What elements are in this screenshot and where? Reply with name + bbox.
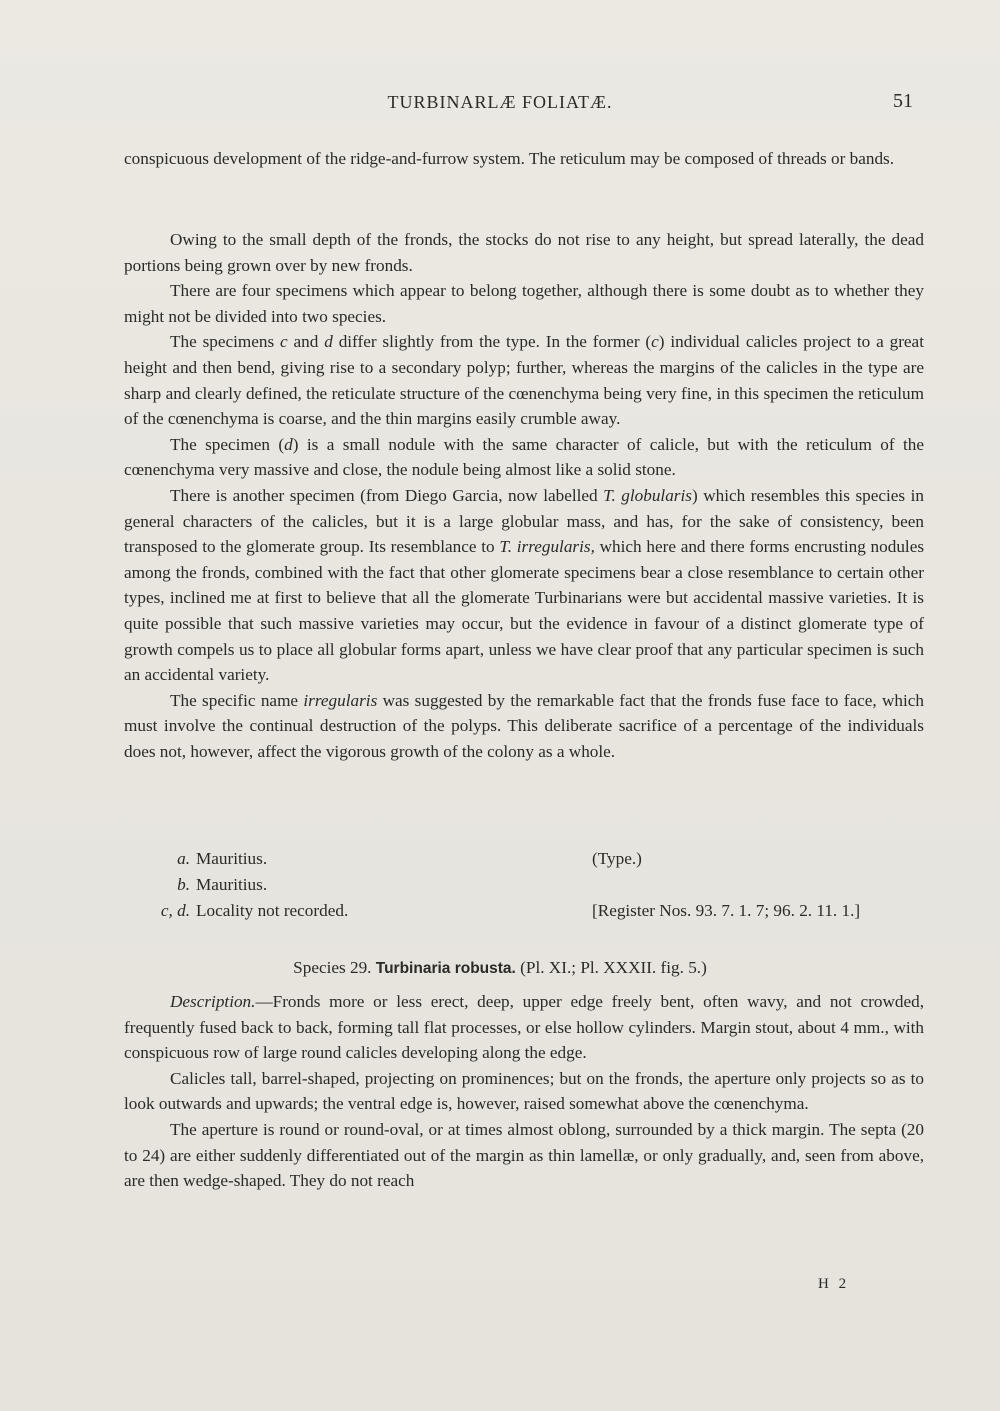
description-paragraph-1: [124, 989, 924, 1066]
p6-text-b: ) which resembles this species in general characters of the calicles, but it is a large globular mass, and has, for the sake of consistency, been transposed to the glomerate group. Its resemblance to: [124, 485, 924, 557]
p4-text-b: and: [287, 332, 325, 352]
p5-text-b: ) is a small nodule with the same character of calicle, but with the reticulum of the cœnenchyma very massive and close, the nodule being almost like a solid stone.: [124, 434, 924, 480]
description-paragraph-2: Calicles tall, barrel-shaped, projecting on prominences; but on the fronds, the aperture only projects so as to look outwards and upwards; the ventral edge is, however, raised somewhat above the cœnenchyma.: [124, 1068, 924, 1114]
paragraph-3: There are four specimens which appear to belong together, although there is some doubt as to whether they might not be divided into two species.: [124, 281, 924, 326]
text-block-top: [124, 146, 924, 172]
p4-italic-cc: c: [651, 332, 659, 352]
description-text-1: —Fronds more or less erect, deep, upper edge freely bent, often wavy, and not crowded, frequently fused back to back, forming tall flat processes, or else hollow cylinders. Margin stout, about 4 mm., with conspicuous row of large round calicles developing along the edge.: [124, 992, 924, 1063]
description-label: Description.: [170, 992, 256, 1011]
p5-text-a: The specimen (: [170, 434, 285, 454]
p6-italic-irregularis: T. irregularis,: [499, 537, 595, 557]
text-block-main: [124, 227, 924, 764]
page-number: 51: [893, 90, 913, 112]
p4-text-e: ) individual calicles project to a great height and then bend, giving rise to a secondary polyp; further, whereas the margins of the calicles in the type are sharp and clearly defined, the reticulate structure of the cœnenchyma being very fine, in this specimen the reticulum of the cœnenchyma is coarse, and the thin margins easily crumble away.: [124, 332, 924, 429]
paragraph-2: Owing to the small depth of the fronds, the stocks do not rise to any height, but spread laterally, the dead portions being grown over by new fronds.: [124, 230, 924, 275]
p7-text-a: The specific name: [170, 690, 304, 710]
paragraph-6: [124, 483, 924, 688]
p7-italic-irregularis: irregularis: [303, 690, 378, 710]
description-paragraph-3: The aperture is round or round-oval, or at times almost oblong, surrounded by a thick margin. The septa (20 to 24) are either suddenly differentiated out of the margin as thin lamellæ, or only gradually, and, seen from above, are then wedge-shaped. They do not reach: [124, 1119, 924, 1191]
specimen-locality: Mauritius.: [196, 875, 268, 894]
p6-text-c: which here and there forms encrusting nodules among the fronds, combined with the fact that other glomerate specimens bear a close resemblance to certain other types, inclined me at first to believe that all the glomerate Turbinarians were but accidental massive varieties. It is quite possible that such massive varieties may occur, but the evidence in favour of a distinct glomerate type of growth compels us to place all globular forms apart, unless we have clear proof that any particular specimen is such an accidental variety.: [124, 537, 925, 685]
specimen-list: [124, 849, 924, 925]
p6-italic-globularis: T. globularis: [603, 485, 692, 505]
running-title: TURBINARLÆ FOLIATÆ.: [387, 92, 613, 112]
text-block-description: [124, 989, 924, 1194]
species-name: Turbinaria robusta.: [375, 960, 516, 977]
paragraph-1: conspicuous development of the ridge-and-furrow system. The reticulum may be composed of threads or bands.: [124, 149, 895, 168]
p4-italic-c: c: [280, 332, 288, 352]
specimen-row-a: [124, 849, 924, 874]
p7-text-b: was suggested by the remarkable fact that the fronds fuse face to face, which must involve the continual destruction of the polyps. This deliberate sacrifice of a percentage of the individuals does not, however, affect the vigorous growth of the colony as a whole.: [124, 690, 924, 761]
specimen-locality: Locality not recorded.: [196, 901, 349, 920]
p4-text-a: The specimens: [170, 332, 281, 352]
species-heading: [0, 958, 1000, 978]
species-plates: (Pl. XI.; Pl. XXXII. fig. 5.): [515, 958, 707, 977]
specimen-label: a.: [177, 849, 190, 868]
p4-italic-d: d: [324, 332, 333, 352]
specimen-row-cd: [124, 901, 924, 926]
paragraph-4: [124, 329, 924, 431]
paragraph-7: [124, 688, 924, 765]
species-prefix: Species 29.: [293, 958, 376, 977]
p6-text-a: There is another specimen (from Diego Garcia, now labelled: [170, 485, 604, 505]
specimen-row-b: [124, 875, 924, 900]
signature-mark: H 2: [818, 1276, 850, 1292]
specimen-register-note: [Register Nos. 93. 7. 1. 7; 96. 2. 11. 1.]: [592, 901, 861, 920]
specimen-note: (Type.): [592, 849, 642, 868]
paragraph-5: [124, 432, 924, 483]
specimen-locality: Mauritius.: [196, 849, 268, 868]
p4-text-c2: differ slightly from the type. In the former (: [332, 332, 652, 352]
specimen-label: c, d.: [160, 901, 190, 920]
p5-italic-d: d: [284, 434, 293, 454]
specimen-label: b.: [177, 875, 190, 894]
